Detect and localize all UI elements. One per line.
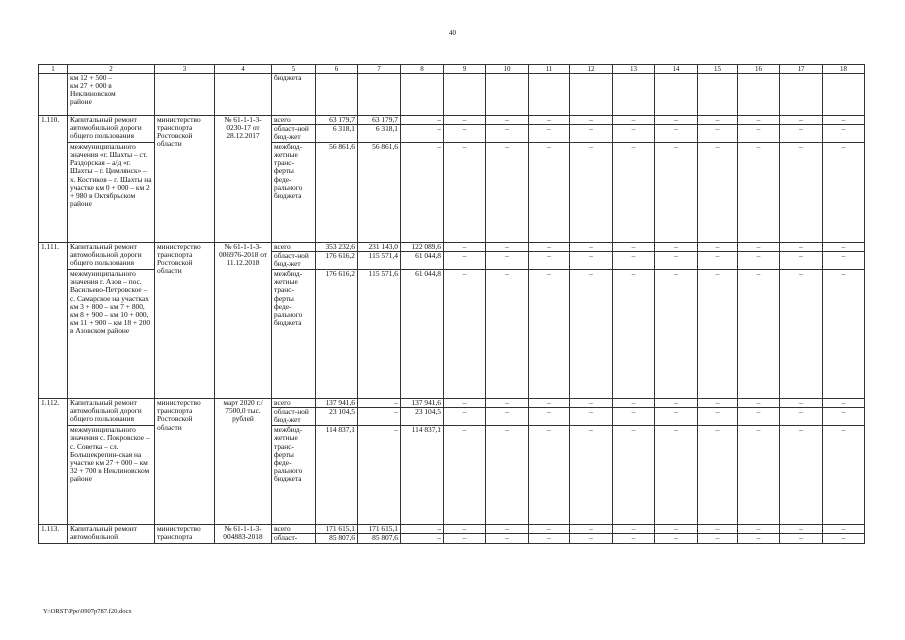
dash-cell: – <box>570 534 613 543</box>
amount-total: 137 941,6 <box>316 399 358 408</box>
dash-cell: – <box>570 243 613 252</box>
dash-cell: – <box>780 426 823 525</box>
column-number: 7 <box>358 65 401 74</box>
dash-cell: – <box>823 408 865 426</box>
dash-cell: – <box>823 243 865 252</box>
column-number: 4 <box>215 65 272 74</box>
column-number: 5 <box>272 65 316 74</box>
work-description-continued: межмуниципального значения г. Азов – пос. Васильево-Петровское – с. Самарское на участках км 3 + 800 – км 7 + 800, км 8 + 900 – км 10 + 000, км 11 + 900 – км 18 + 200 в Азовском районе <box>68 270 155 399</box>
footer-file-path: Y:\ORST\Ppo\0907p787.f20.docx <box>43 608 132 615</box>
amount-year-2: 61 044,8 <box>401 252 444 270</box>
dash-cell: – <box>486 252 529 270</box>
document-reference: № 61-1-1-3-006976-2018 от 11.12.2018 <box>215 243 272 399</box>
amount-year-2: 122 089,6 <box>401 243 444 252</box>
table-cell <box>316 74 358 116</box>
table-row <box>39 525 865 534</box>
dash-cell: – <box>655 252 698 270</box>
dash-cell: – <box>698 243 738 252</box>
dash-cell: – <box>738 426 780 525</box>
dash-cell: – <box>444 525 486 534</box>
dash-cell: – <box>613 116 655 125</box>
dash-cell: – <box>613 534 655 543</box>
column-number: 11 <box>529 65 570 74</box>
table-row <box>39 399 865 408</box>
dash-cell: – <box>698 426 738 525</box>
amount-year-2: 114 837,1 <box>401 426 444 525</box>
document-reference: № 61-1-1-3-0230-17 от 28.12.2017 <box>215 116 272 243</box>
funding-source: межбюд-жетные транс-ферты феде-рального бюджета <box>272 426 316 525</box>
column-number-row <box>39 65 865 74</box>
table-cell <box>529 74 570 116</box>
dash-cell: – <box>529 408 570 426</box>
table-cell <box>655 74 698 116</box>
dash-cell: – <box>613 270 655 399</box>
budget-table <box>38 64 865 544</box>
dash-cell: – <box>486 399 529 408</box>
table-cell <box>486 74 529 116</box>
dash-cell: – <box>613 399 655 408</box>
dash-cell: – <box>823 125 865 143</box>
dash-cell: – <box>570 270 613 399</box>
column-number: 15 <box>698 65 738 74</box>
column-number: 8 <box>401 65 444 74</box>
dash-cell: – <box>655 243 698 252</box>
table-cell <box>39 74 68 116</box>
amount-year-1: 171 615,1 <box>358 525 401 534</box>
row-number: 1.111. <box>39 243 68 399</box>
dash-cell: – <box>823 525 865 534</box>
funding-source: област-ной бюд-жет <box>272 408 316 426</box>
dash-cell: – <box>444 243 486 252</box>
dash-cell: – <box>444 143 486 243</box>
funding-source: област- <box>272 534 316 543</box>
dash-cell: – <box>529 270 570 399</box>
dash-cell: – <box>486 534 529 543</box>
amount-year-1: 231 143,0 <box>358 243 401 252</box>
funding-source: межбюд-жетные транс-ферты феде-рального бюджета <box>272 143 316 243</box>
dash-cell: – <box>570 525 613 534</box>
amount-total: 6 318,1 <box>316 125 358 143</box>
responsible-organization: министерство транспорта Ростовской области <box>155 243 215 399</box>
dash-cell: – <box>486 125 529 143</box>
dash-cell: – <box>780 116 823 125</box>
dash-cell: – <box>780 525 823 534</box>
dash-cell: – <box>655 116 698 125</box>
dash-cell: – <box>570 116 613 125</box>
amount-total: 56 861,6 <box>316 143 358 243</box>
dash-cell: – <box>698 408 738 426</box>
dash-cell: – <box>823 426 865 525</box>
dash-cell: – <box>738 399 780 408</box>
column-number: 2 <box>68 65 155 74</box>
dash-cell: – <box>738 408 780 426</box>
table-row <box>39 243 865 252</box>
work-description-continued: межмуниципального значения с. Покровское – с. Советка – сл. Большекрепин-ская на участке км 27 + 000 – км 32 + 700 в Неклиновском районе <box>68 426 155 525</box>
dash-cell: – <box>655 270 698 399</box>
amount-year-2: – <box>401 534 444 543</box>
column-number: 13 <box>613 65 655 74</box>
column-number: 6 <box>316 65 358 74</box>
continuation-row <box>39 74 865 116</box>
column-number: 17 <box>780 65 823 74</box>
dash-cell: – <box>738 116 780 125</box>
dash-cell: – <box>613 243 655 252</box>
amount-year-2: – <box>401 525 444 534</box>
row-number: 1.110. <box>39 116 68 243</box>
amount-year-1: 85 807,6 <box>358 534 401 543</box>
dash-cell: – <box>444 125 486 143</box>
amount-total: 176 616,2 <box>316 270 358 399</box>
dash-cell: – <box>738 270 780 399</box>
dash-cell: – <box>698 399 738 408</box>
dash-cell: – <box>570 408 613 426</box>
dash-cell: – <box>655 426 698 525</box>
funding-source: област-ной бюд-жет <box>272 125 316 143</box>
dash-cell: – <box>529 252 570 270</box>
dash-cell: – <box>823 399 865 408</box>
dash-cell: – <box>655 408 698 426</box>
amount-year-1: 63 179,7 <box>358 116 401 125</box>
dash-cell: – <box>613 408 655 426</box>
dash-cell: – <box>698 125 738 143</box>
dash-cell: – <box>613 426 655 525</box>
dash-cell: – <box>529 116 570 125</box>
dash-cell: – <box>738 125 780 143</box>
dash-cell: – <box>570 125 613 143</box>
table-row <box>39 116 865 125</box>
funding-source: всего <box>272 399 316 408</box>
dash-cell: – <box>529 534 570 543</box>
column-number: 12 <box>570 65 613 74</box>
dash-cell: – <box>486 525 529 534</box>
dash-cell: – <box>655 125 698 143</box>
dash-cell: – <box>655 143 698 243</box>
dash-cell: – <box>444 270 486 399</box>
document-reference: № 61-1-1-3-004883-2018 <box>215 525 272 543</box>
document-reference: март 2020 г./ 7500,0 тыс. рублей <box>215 399 272 525</box>
amount-year-1: – <box>358 426 401 525</box>
dash-cell: – <box>823 143 865 243</box>
amount-total: 353 232,6 <box>316 243 358 252</box>
funding-source: всего <box>272 116 316 125</box>
dash-cell: – <box>698 116 738 125</box>
column-number: 3 <box>155 65 215 74</box>
dash-cell: – <box>486 116 529 125</box>
dash-cell: – <box>738 534 780 543</box>
amount-total: 114 837,1 <box>316 426 358 525</box>
dash-cell: – <box>529 426 570 525</box>
amount-year-2: 23 104,5 <box>401 408 444 426</box>
dash-cell: – <box>444 426 486 525</box>
funding-source: област-ной бюд-жет <box>272 252 316 270</box>
column-number: 10 <box>486 65 529 74</box>
amount-year-1: – <box>358 408 401 426</box>
column-number: 9 <box>444 65 486 74</box>
dash-cell: – <box>738 525 780 534</box>
dash-cell: – <box>780 252 823 270</box>
dash-cell: – <box>738 143 780 243</box>
table-cell <box>215 74 272 116</box>
table-cell <box>570 74 613 116</box>
dash-cell: – <box>823 116 865 125</box>
amount-year-2: 61 044,8 <box>401 270 444 399</box>
dash-cell: – <box>486 408 529 426</box>
work-description: Капитальный ремонт автомобильной дороги общего пользования <box>68 399 155 426</box>
continuation-fund: бюджета <box>272 74 316 116</box>
row-number: 1.113. <box>39 525 68 543</box>
table-cell <box>613 74 655 116</box>
amount-year-2: – <box>401 143 444 243</box>
amount-year-2: – <box>401 125 444 143</box>
dash-cell: – <box>738 252 780 270</box>
page-number: 40 <box>449 29 456 37</box>
dash-cell: – <box>529 525 570 534</box>
dash-cell: – <box>823 270 865 399</box>
dash-cell: – <box>780 399 823 408</box>
dash-cell: – <box>823 252 865 270</box>
table-cell <box>444 74 486 116</box>
dash-cell: – <box>613 143 655 243</box>
responsible-organization: министерство транспорта Ростовской области <box>155 116 215 243</box>
column-number: 16 <box>738 65 780 74</box>
dash-cell: – <box>529 243 570 252</box>
dash-cell: – <box>780 143 823 243</box>
dash-cell: – <box>698 270 738 399</box>
dash-cell: – <box>655 399 698 408</box>
dash-cell: – <box>780 534 823 543</box>
dash-cell: – <box>529 125 570 143</box>
funding-source: межбюд-жетные транс-ферты феде-рального бюджета <box>272 270 316 399</box>
dash-cell: – <box>780 270 823 399</box>
dash-cell: – <box>738 243 780 252</box>
table-cell <box>401 74 444 116</box>
dash-cell: – <box>570 399 613 408</box>
amount-year-1: – <box>358 399 401 408</box>
amount-total: 85 807,6 <box>316 534 358 543</box>
amount-year-2: 137 941,6 <box>401 399 444 408</box>
responsible-organization: министерство транспорта Ростовской области <box>155 399 215 525</box>
funding-source: всего <box>272 525 316 534</box>
dash-cell: – <box>698 143 738 243</box>
amount-year-1: 115 571,4 <box>358 252 401 270</box>
dash-cell: – <box>570 143 613 243</box>
table-cell <box>155 74 215 116</box>
row-number: 1.112. <box>39 399 68 525</box>
dash-cell: – <box>823 534 865 543</box>
continuation-description: км 12 + 500 – км 27 + 000 в Неклиновском районе <box>68 74 155 116</box>
dash-cell: – <box>698 252 738 270</box>
dash-cell: – <box>655 525 698 534</box>
column-number: 1 <box>39 65 68 74</box>
dash-cell: – <box>444 534 486 543</box>
amount-year-1: 6 318,1 <box>358 125 401 143</box>
work-description: Капитальный ремонт автомобильной дороги общего пользования <box>68 243 155 270</box>
amount-total: 23 104,5 <box>316 408 358 426</box>
dash-cell: – <box>529 399 570 408</box>
dash-cell: – <box>613 525 655 534</box>
amount-total: 171 615,1 <box>316 525 358 534</box>
responsible-organization: министерство транспорта <box>155 525 215 543</box>
dash-cell: – <box>486 243 529 252</box>
column-number: 14 <box>655 65 698 74</box>
work-description: Капитальный ремонт автомобильной дороги общего пользования <box>68 116 155 143</box>
work-description: Капитальный ремонт автомобильной <box>68 525 155 543</box>
amount-total: 176 616,2 <box>316 252 358 270</box>
dash-cell: – <box>655 534 698 543</box>
amount-year-2: – <box>401 116 444 125</box>
column-number: 18 <box>823 65 865 74</box>
dash-cell: – <box>444 252 486 270</box>
dash-cell: – <box>780 408 823 426</box>
dash-cell: – <box>486 270 529 399</box>
dash-cell: – <box>444 408 486 426</box>
work-description-continued: межмуниципального значения «г. Шахты – ст. Раздорская – а/д «г. Шахты – г. Цимлянск» – х. Костиков – г. Шахты на участке км 0 + 000 – км 2 + 980 в Октябрьском районе <box>68 143 155 243</box>
dash-cell: – <box>780 243 823 252</box>
table-cell <box>698 74 738 116</box>
dash-cell: – <box>486 143 529 243</box>
dash-cell: – <box>698 525 738 534</box>
funding-source: всего <box>272 243 316 252</box>
table-cell <box>823 74 865 116</box>
dash-cell: – <box>444 399 486 408</box>
dash-cell: – <box>444 116 486 125</box>
dash-cell: – <box>570 426 613 525</box>
dash-cell: – <box>486 426 529 525</box>
amount-total: 63 179,7 <box>316 116 358 125</box>
dash-cell: – <box>529 143 570 243</box>
dash-cell: – <box>613 252 655 270</box>
dash-cell: – <box>570 252 613 270</box>
table-cell <box>738 74 780 116</box>
table-cell <box>780 74 823 116</box>
amount-year-1: 56 861,6 <box>358 143 401 243</box>
table-cell <box>358 74 401 116</box>
amount-year-1: 115 571,6 <box>358 270 401 399</box>
dash-cell: – <box>613 125 655 143</box>
dash-cell: – <box>698 534 738 543</box>
dash-cell: – <box>780 125 823 143</box>
